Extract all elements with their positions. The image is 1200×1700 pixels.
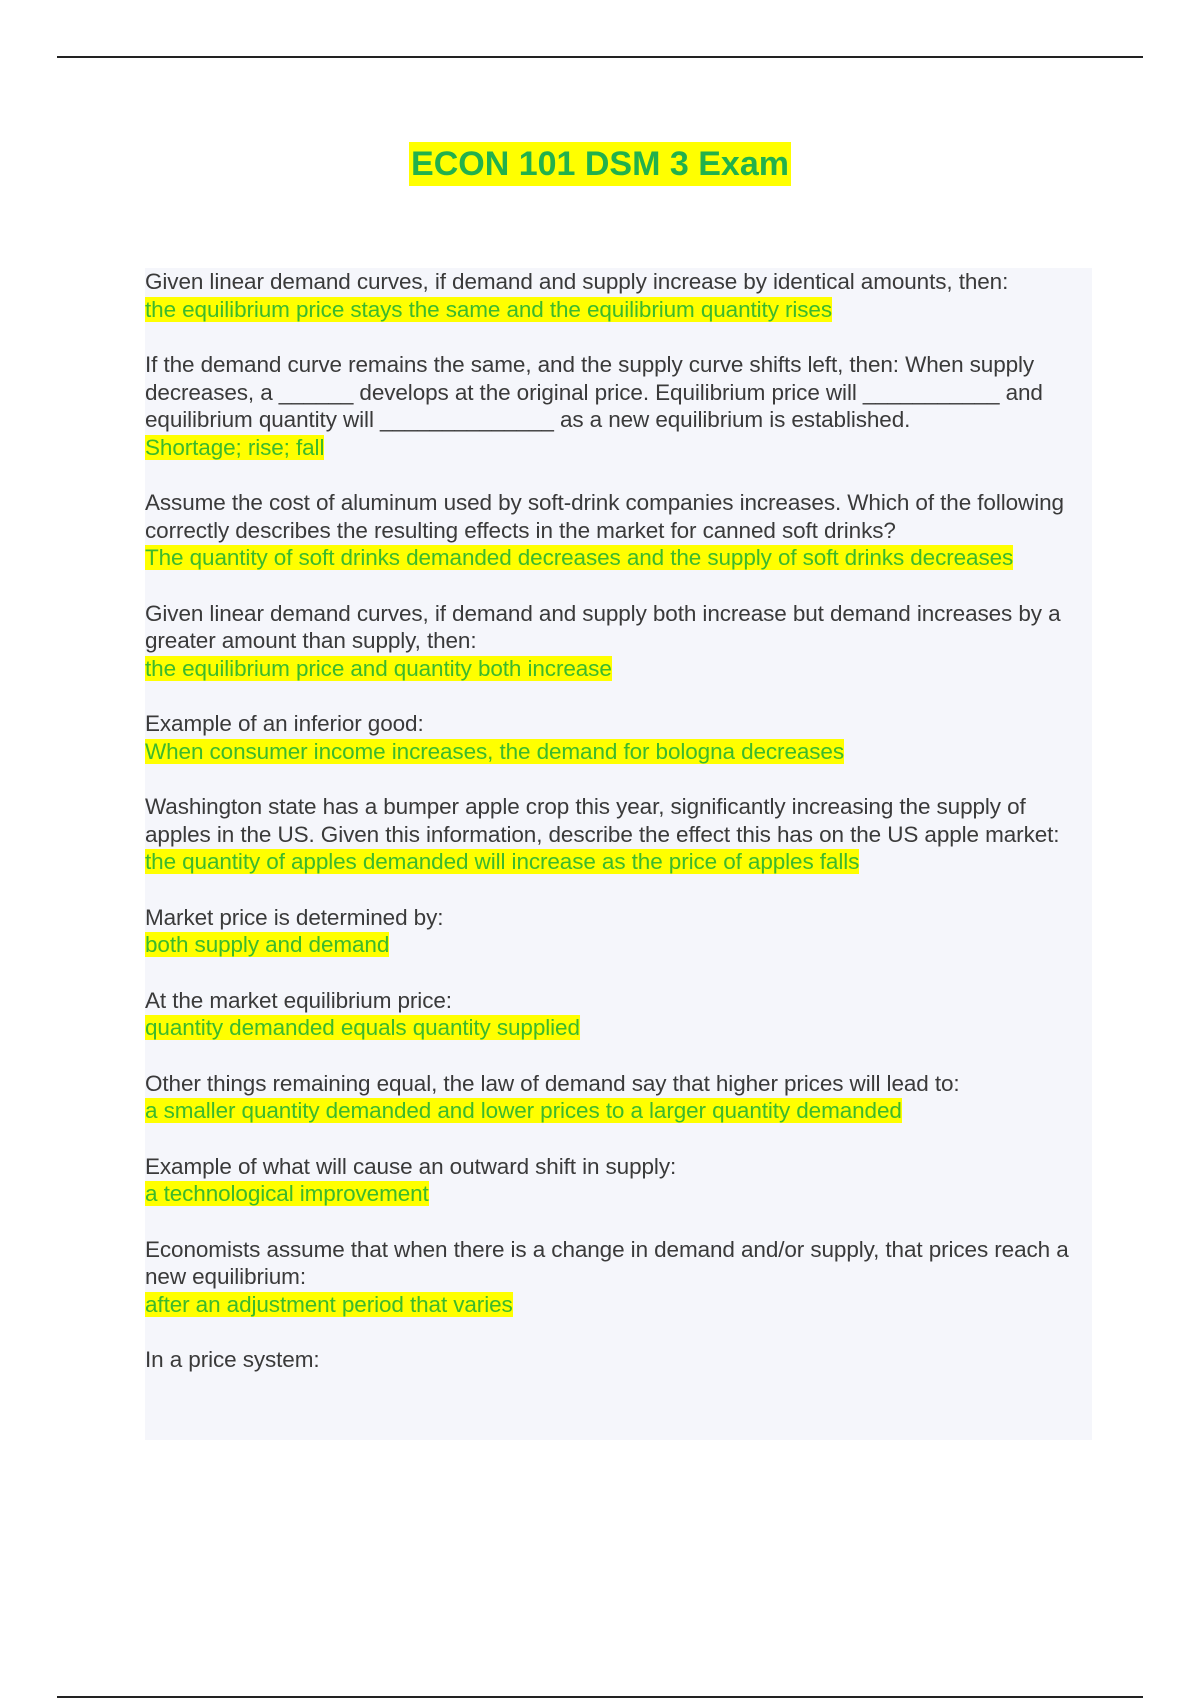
qa-item [145, 1346, 1092, 1374]
question-text: Given linear demand curves, if demand and supply increase by identical amounts, then: [145, 269, 1009, 294]
answer-highlight: a technological improvement [145, 1181, 429, 1206]
qa-item [145, 1153, 1092, 1208]
bottom-rule [57, 1696, 1143, 1698]
qa-item [145, 987, 1092, 1042]
qa-item [145, 1070, 1092, 1125]
question-text: Other things remaining equal, the law of demand say that higher prices will lead to: [145, 1070, 960, 1096]
top-rule [57, 56, 1143, 58]
qa-item [145, 793, 1092, 876]
answer-text [145, 1291, 1092, 1319]
answer-text [145, 1180, 1092, 1208]
answer-text [145, 1014, 1092, 1042]
answer-text [145, 434, 1092, 462]
qa-item [145, 268, 1092, 323]
qa-item [145, 904, 1092, 959]
question-text: Economists assume that when there is a change in demand and/or supply, that prices reach a new equilibrium: [145, 1236, 1069, 1289]
qa-item [145, 351, 1092, 461]
answer-highlight: quantity demanded equals quantity supplied [145, 1015, 580, 1040]
answer-text [145, 738, 1092, 766]
answer-highlight: after an adjustment period that varies [145, 1291, 513, 1317]
answer-text [145, 1097, 1092, 1125]
answer-text [145, 848, 1092, 876]
question-text: Example of an inferior good: [145, 711, 424, 736]
question-text: At the market equilibrium price: [145, 987, 452, 1013]
question-text: In a price system: [145, 1347, 320, 1372]
qa-item [145, 600, 1092, 683]
question-text: If the demand curve remains the same, and the supply curve shifts left, then: When supply decreases, a ______ develops at the original price. Equilibrium price will ___________ and equilibrium quantity will ______________ as a new equilibrium is established. [145, 352, 1043, 432]
question-text: Given linear demand curves, if demand and supply both increase but demand increases by a greater amount than supply, then: [145, 600, 1061, 653]
question-text: Assume the cost of aluminum used by soft-drink companies increases. Which of the following correctly describes the resulting effects in the market for canned soft drinks? [145, 490, 1064, 543]
qa-item [145, 710, 1092, 765]
answer-text [145, 296, 1092, 324]
answer-highlight: a smaller quantity demanded and lower prices to a larger quantity demanded [145, 1098, 902, 1123]
question-text: Washington state has a bumper apple crop this year, significantly increasing the supply of apples in the US. Given this information, describe the effect this has on the US apple market: [145, 794, 1060, 847]
answer-text [145, 655, 1092, 683]
answer-text [145, 544, 1092, 572]
qa-item [145, 1236, 1092, 1319]
question-text: Example of what will cause an outward shift in supply: [145, 1153, 677, 1179]
answer-highlight: Shortage; rise; fall [145, 434, 325, 460]
answer-highlight: When consumer income increases, the demand for bologna decreases [145, 738, 844, 764]
answer-highlight: the equilibrium price stays the same and the equilibrium quantity rises [145, 296, 832, 322]
qa-content [145, 268, 1092, 1440]
title-container [0, 142, 1200, 186]
answer-text [145, 931, 1092, 959]
page-title: ECON 101 DSM 3 Exam [409, 142, 791, 186]
answer-highlight: the equilibrium price and quantity both increase [145, 655, 612, 681]
answer-highlight: The quantity of soft drinks demanded decreases and the supply of soft drinks decreases [145, 545, 1014, 570]
question-text: Market price is determined by: [145, 904, 444, 930]
qa-item [145, 489, 1092, 572]
answer-highlight: the quantity of apples demanded will increase as the price of apples falls [145, 849, 860, 874]
answer-highlight: both supply and demand [145, 932, 390, 957]
